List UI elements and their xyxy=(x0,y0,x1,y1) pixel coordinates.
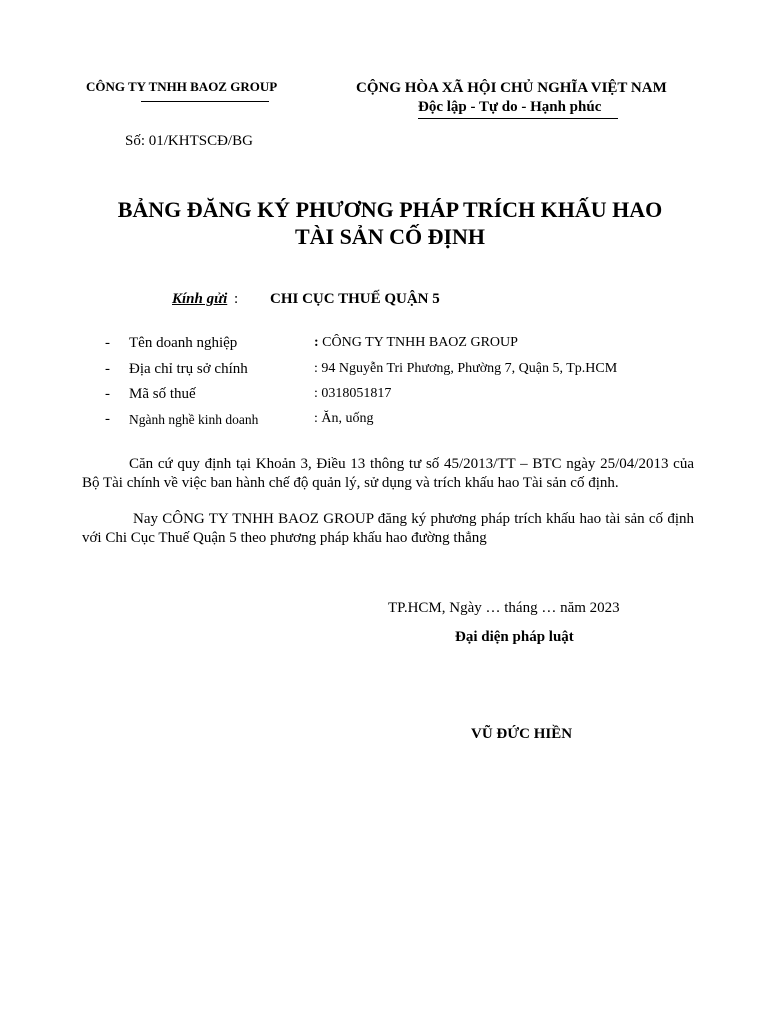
document-title-line-2: TÀI SẢN CỐ ĐỊNH xyxy=(294,224,486,249)
info-label: Địa chỉ trụ sở chính xyxy=(129,361,248,377)
document-title-line-1: BẢNG ĐĂNG KÝ PHƯƠNG PHÁP TRÍCH KHẤU HAO xyxy=(117,197,663,222)
bullet-dash: - xyxy=(105,411,110,427)
info-label: Mã số thuế xyxy=(129,386,196,402)
info-colon: : xyxy=(314,335,319,350)
recipient-colon: : xyxy=(234,291,239,307)
info-label: Ngành nghề kinh doanh xyxy=(129,412,259,427)
info-row-address xyxy=(0,361,768,385)
motto-underline xyxy=(418,118,618,119)
recipient-name: CHI CỤC THUẾ QUẬN 5 xyxy=(270,291,440,307)
info-value: : 94 Nguyễn Tri Phương, Phường 7, Quận 5, Tp.HCM xyxy=(314,361,618,376)
bullet-dash: - xyxy=(105,335,110,351)
body-paragraph-legal-basis: Căn cứ quy định tại Khoản 3, Điều 13 thông tư số 45/2013/TT – BTC ngày 25/04/2013 của Bộ Tài chính về việc ban hành chế độ quản lý, sử dụng và trích khấu hao Tài sản cố định. xyxy=(82,456,694,491)
national-title: CỘNG HÒA XÃ HỘI CHỦ NGHĨA VIỆT NAM xyxy=(356,80,667,96)
info-value: : 0318051817 xyxy=(314,386,392,401)
recipient-label: Kính gửi xyxy=(172,291,228,307)
signer-name: VŨ ĐỨC HIỀN xyxy=(471,726,573,742)
info-row-business-line xyxy=(0,411,768,435)
info-value: : Ăn, uống xyxy=(314,411,374,426)
document-title xyxy=(80,196,700,250)
bullet-dash: - xyxy=(105,361,110,377)
national-motto: Độc lập - Tự do - Hạnh phúc xyxy=(418,99,602,115)
info-label: Tên doanh nghiệp xyxy=(129,335,238,351)
info-row-tax-code xyxy=(0,386,768,410)
bullet-dash: - xyxy=(105,386,110,402)
body-paragraph-registration: Nay CÔNG TY TNHH BAOZ GROUP đăng ký phương pháp trích khấu hao tài sản cố định với Chi Cục Thuế Quận 5 theo phương pháp khấu hao đường thẳng xyxy=(82,511,694,546)
place-and-date: TP.HCM, Ngày … tháng … năm 2023 xyxy=(388,600,620,616)
representative-title: Đại diện pháp luật xyxy=(455,629,574,645)
company-name: CÔNG TY TNHH BAOZ GROUP xyxy=(86,79,278,94)
company-name-underline xyxy=(141,101,269,102)
info-row-company-name xyxy=(0,335,768,359)
info-value-text: CÔNG TY TNHH BAOZ GROUP xyxy=(318,335,518,350)
info-value xyxy=(314,335,518,351)
document-number: Số: 01/KHTSCĐ/BG xyxy=(125,133,253,149)
